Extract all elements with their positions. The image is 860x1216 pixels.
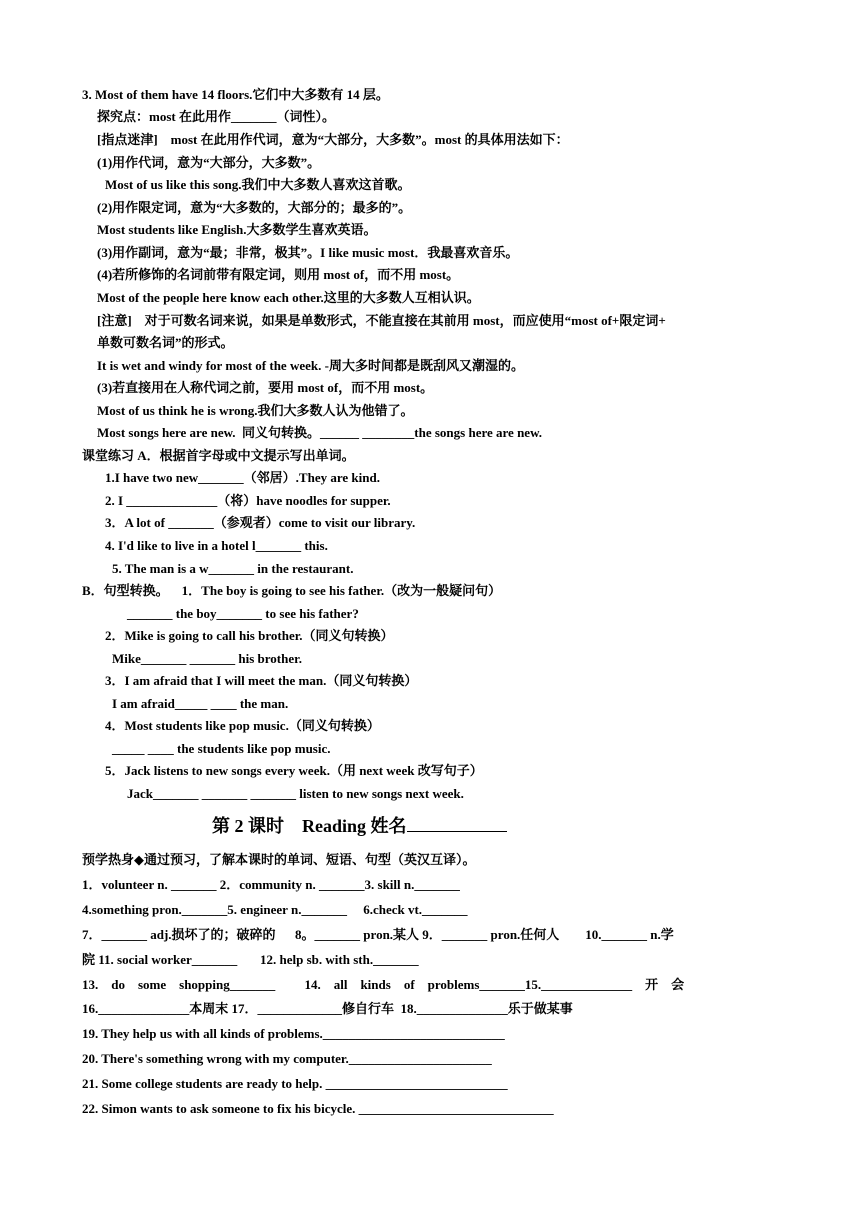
note-line-1: [注意] 对于可数名词来说，如果是单数形式，不能直接在其前用 most，而应使用“most of+限定词+ (97, 313, 666, 328)
note-line-2: 单数可数名词”的形式。 (97, 335, 234, 350)
vocab-row-5: 13. do some shopping_______ 14. all kinds of problems_______15.______________ 开 会 (82, 977, 685, 992)
point-3-title: 3. Most of them have 14 floors.它们中大多数有 14 层。 (82, 87, 389, 102)
example-note: It is wet and windy for most of the week. -周大多时间都是既刮风又潮湿的。 (97, 358, 524, 373)
lesson-2-heading-text: 第 2 课时 Reading 姓名 (212, 816, 407, 836)
exercise-a-2: 2. I ______________（将）have noodles for supper. (105, 493, 391, 508)
exercise-b-2-answer: Mike_______ _______ his brother. (112, 651, 302, 666)
usage-2: (2)用作限定词，意为“大多数的，大部分的；最多的”。 (97, 200, 412, 215)
exercise-a-title: 课堂练习 A．根据首字母或中文提示写出单词。 (82, 448, 355, 463)
usage-3: (3)用作副词，意为“最；非常，极其”。I like music most．我最喜欢音乐。 (97, 245, 519, 260)
example-1: Most of us like this song.我们中大多数人喜欢这首歌。 (105, 177, 411, 192)
sentence-19: 19. They help us with all kinds of problems.____________________________ (82, 1026, 505, 1041)
exercise-a-4: 4. I'd like to live in a hotel l_______ this. (105, 538, 328, 553)
usage-1: (1)用作代词，意为“大部分，大多数”。 (97, 155, 321, 170)
example-pronoun: Most of us think he is wrong.我们大多数人认为他错了。 (97, 403, 414, 418)
vocab-row-4: 院 11. social worker_______ 12. help sb. with sth._______ (82, 952, 419, 967)
usage-4: (4)若所修饰的名词前带有限定词，则用 most of，而不用 most。 (97, 267, 460, 282)
example-2: Most students like English.大多数学生喜欢英语。 (97, 222, 377, 237)
exercise-a-3: 3．A lot of _______（参观者）come to visit our library. (105, 515, 416, 530)
example-4: Most of the people here know each other.这里的大多数人互相认识。 (97, 290, 480, 305)
sentence-21: 21. Some college students are ready to help. ____________________________ (82, 1076, 508, 1091)
explore-point: 探究点：most 在此用作_______（词性）。 (97, 109, 335, 124)
synonym-exercise: Most songs here are new. 同义句转换。______ ________the songs here are new. (97, 425, 542, 440)
vocab-row-6: 16.______________本周末 17．_____________修自行车 18.______________乐于做某事 (82, 1001, 573, 1016)
vocab-row-2: 4.something pron._______5. engineer n._______ 6.check vt._______ (82, 902, 468, 917)
preview-instructions: 预学热身◆通过预习，了解本课时的单词、短语、句型（英汉互译）。 (82, 852, 476, 867)
exercise-a-1: 1.I have two new_______（邻居）.They are kind. (105, 470, 380, 485)
exercise-b-3-answer: I am afraid_____ ____ the man. (112, 696, 289, 711)
exercise-b-2: 2．Mike is going to call his brother.（同义句转换） (105, 628, 394, 643)
exercise-b-1-answer: _______ the boy_______ to see his father? (127, 606, 359, 621)
exercise-a-5: 5. The man is a w_______ in the restaurant. (112, 561, 354, 576)
exercise-b-5-answer: Jack_______ _______ _______ listen to new songs next week. (127, 786, 464, 801)
exercise-b-title: B．句型转换。 1．The boy is going to see his father.（改为一般疑问句） (82, 583, 502, 598)
vocab-row-1: 1．volunteer n. _______ 2．community n. _______3. skill n._______ (82, 877, 460, 892)
vocab-row-3: 7．_______ adj.损坏了的；破碎的 8。_______ pron.某人 9．_______ pron.任何人 10._______ n.学 (82, 927, 674, 942)
sentence-20: 20. There's something wrong with my computer.______________________ (82, 1051, 492, 1066)
exercise-b-4-answer: _____ ____ the students like pop music. (112, 741, 331, 756)
sentence-22: 22. Simon wants to ask someone to fix his bicycle. ______________________________ (82, 1101, 554, 1116)
tips-line: [指点迷津] most 在此用作代词，意为“大部分，大多数”。most 的具体用法如下： (97, 132, 569, 147)
exercise-b-3: 3．I am afraid that I will meet the man.（同义句转换） (105, 673, 418, 688)
exercise-b-5: 5．Jack listens to new songs every week.（用 next week 改写句子） (105, 763, 483, 778)
lesson-2-heading (212, 815, 507, 837)
usage-pronoun: (3)若直接用在人称代词之前，要用 most of，而不用 most。 (97, 380, 434, 395)
exercise-b-4: 4．Most students like pop music.（同义句转换） (105, 718, 380, 733)
name-blank (407, 818, 507, 832)
